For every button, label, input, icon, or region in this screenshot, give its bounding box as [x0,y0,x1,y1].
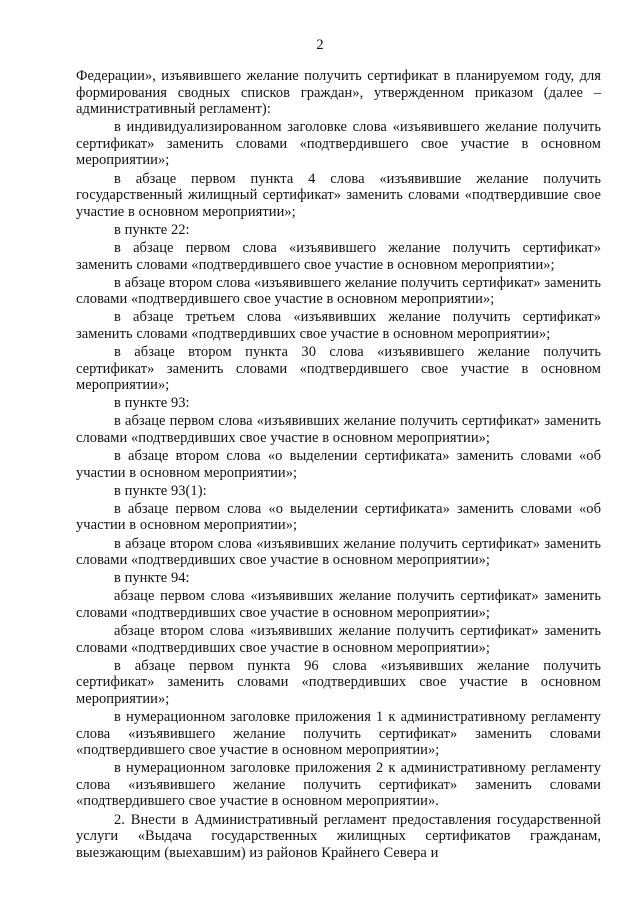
paragraph: абзаце первом слова «изъявивших желание получить сертификат» заменить словами «подтвердивших свое участие в основном мероприятии»; [76,588,601,621]
paragraph: в абзаце втором слова «о выделении сертификата» заменить словами «об участии в основном мероприятии»; [76,448,601,481]
paragraph: в нумерационном заголовке приложения 2 к административному регламенту слова «изъявившего желание получить сертификат» заменить словами «подтвердившего свое участие в основном мероприятии». [76,760,601,810]
paragraph: в нумерационном заголовке приложения 1 к административному регламенту слова «изъявившего желание получить сертификат» заменить словами «подтвердившего свое участие в основном мероприятии»; [76,708,601,759]
paragraph: в пункте 94: [114,570,190,587]
paragraph: в абзаце третьем слова «изъявивших желание получить сертификат» заменить словами «подтвердивших свое участие в основном мероприятии»; [76,309,601,342]
paragraph: в абзаце первом пункта 96 слова «изъявивших желание получить сертификат» заменить словами «подтвердивших свое участие в основном мероприятии»; [76,657,601,707]
paragraph: в индивидуализированном заголовке слова «изъявившего желание получить сертификат» заменить словами «подтвердившего свое участие в основном мероприятии»; [76,119,601,169]
paragraph: в пункте 93: [114,395,190,412]
paragraph: в абзаце первом слова «о выделении сертификата» заменить словами «об участии в основном мероприятии»; [76,500,601,534]
paragraph: в пункте 93(1): [114,482,207,499]
paragraph: в абзаце первом пункта 4 слова «изъявившие желание получить государственный жилищный сертификат» заменить словами «подтвердившие свое участие в основном мероприятии»; [76,170,601,220]
paragraph: в абзаце втором пункта 30 слова «изъявившего желание получить сертификат» заменить словами «подтвердившего свое участие в основном мероприятии»; [76,344,601,394]
paragraph: абзаце втором слова «изъявивших желание получить сертификат» заменить словами «подтвердивших свое участие в основном мероприятии»; [76,623,601,656]
document-body [76,68,601,863]
paragraph: в пункте 22: [114,221,190,238]
paragraph: в абзаце первом слова «изъявивших желание получить сертификат» заменить словами «подтвердивших свое участие в основном мероприятии»; [76,413,601,446]
paragraph: в абзаце втором слова «изъявившего желание получить сертификат» заменить словами «подтвердившего свое участие в основном мероприятии»; [76,274,601,308]
paragraph: Федерации», изъявившего желание получить сертификат в планируемом году, для формирования сводных списков граждан», утвержденном приказом (далее – административный регламент): [76,68,601,118]
paragraph: 2. Внести в Административный регламент предоставления государственной услуги «Выдача государственных жилищных сертификатов гражданам, выезжающим (выехавшим) из районов Крайнего Севера и [76,811,601,861]
page-number: 2 [316,37,324,53]
paragraph: в абзаце втором слова «изъявивших желание получить сертификат» заменить словами «подтвердивших свое участие в основном мероприятии»; [76,535,601,569]
paragraph: в абзаце первом слова «изъявившего желание получить сертификат» заменить словами «подтвердившего свое участие в основном мероприятии»; [76,239,601,273]
